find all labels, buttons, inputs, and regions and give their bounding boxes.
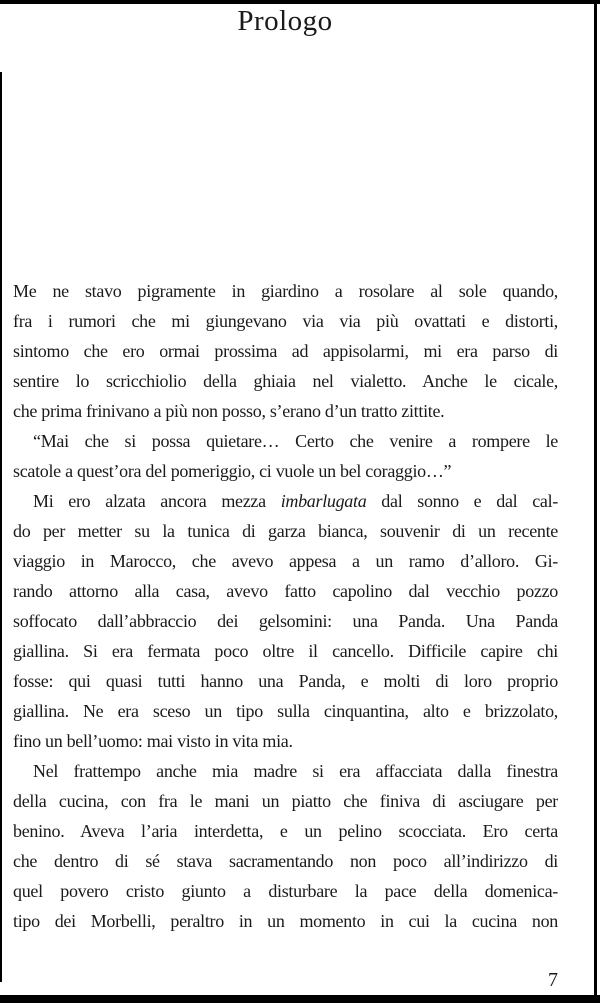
- text-span: che prima frinivano a più non posso, s’erano d’un tratto zittite.: [13, 401, 445, 421]
- text-line: [13, 696, 558, 726]
- text-line: [13, 666, 558, 696]
- text-line: [13, 846, 558, 876]
- text-span: rando attorno alla casa, avevo fatto capolino dal vecchio pozzo: [13, 581, 558, 601]
- text-span: fra i rumori che mi giungevano via via più ovattati e distorti,: [13, 311, 558, 331]
- text-line: [13, 756, 558, 786]
- text-line: [13, 636, 558, 666]
- text-span: giallina. Ne era sceso un tipo sulla cinquantina, alto e brizzolato,: [13, 701, 558, 721]
- text-span: sentire lo scricchiolio della ghiaia nel vialetto. Anche le cicale,: [13, 371, 558, 391]
- text-span: quel povero cristo giunto a disturbare la pace della domenica-: [13, 881, 558, 901]
- text-span: benino. Aveva l’aria interdetta, e un pelino scocciata. Ero certa: [13, 821, 558, 841]
- text-line: [13, 396, 558, 426]
- text-span: sintomo che ero ormai prossima ad appisolarmi, mi era parso di: [13, 341, 558, 361]
- text-span: fino un bell’uomo: mai visto in vita mia.: [13, 731, 293, 751]
- text-line: [13, 606, 558, 636]
- text-span: della cucina, con fra le mani un piatto che finiva di asciugare per: [13, 791, 558, 811]
- text-line: [13, 546, 558, 576]
- page-border-top: [0, 0, 600, 4]
- text-line: [13, 306, 558, 336]
- page-border-left: [0, 72, 2, 982]
- text-line: [13, 276, 558, 306]
- text-span: Me ne stavo pigramente in giardino a rosolare al sole quando,: [13, 281, 558, 301]
- italic-text: imbarlugata: [280, 491, 367, 511]
- text-line: [13, 336, 558, 366]
- chapter-title: Prologo: [237, 5, 333, 37]
- text-span: tipo dei Morbelli, peraltro in un momento in cui la cucina non: [13, 911, 558, 931]
- text-line: [13, 876, 558, 906]
- page-number: 7: [548, 969, 558, 991]
- body-text: [13, 276, 558, 936]
- text-span: che dentro di sé stava sacramentando non poco all’indirizzo di: [13, 851, 558, 871]
- text-line: [13, 456, 558, 486]
- text-line: [13, 486, 558, 516]
- text-span: giallina. Si era fermata poco oltre il cancello. Difficile capire chi: [13, 641, 558, 661]
- text-line: [13, 726, 558, 756]
- page-border-bottom: [0, 995, 600, 1003]
- text-span: “Mai che si possa quietare… Certo che venire a rompere le: [33, 431, 558, 451]
- text-line: [13, 786, 558, 816]
- text-line: [13, 426, 558, 456]
- text-span: soffocato dall’abbraccio dei gelsomini: una Panda. Una Panda: [13, 611, 558, 631]
- text-line: [13, 906, 558, 936]
- text-line: [13, 516, 558, 546]
- text-span: viaggio in Marocco, che avevo appesa a un ramo d’alloro. Gi-: [13, 551, 558, 571]
- text-span: scatole a quest’ora del pomeriggio, ci vuole un bel coraggio…”: [13, 461, 452, 481]
- text-span: do per metter su la tunica di garza bianca, souvenir di un recente: [13, 521, 558, 541]
- text-line: [13, 576, 558, 606]
- text-line: [13, 366, 558, 396]
- text-span: Nel frattempo anche mia madre si era affacciata dalla finestra: [33, 761, 558, 781]
- page-border-right: [594, 0, 597, 1003]
- text-line: [13, 816, 558, 846]
- text-span: fosse: qui quasi tutti hanno una Panda, e molti di loro proprio: [13, 671, 558, 691]
- text-span: dal sonno e dal cal-: [366, 491, 558, 511]
- text-span: Mi ero alzata ancora mezza: [33, 491, 281, 511]
